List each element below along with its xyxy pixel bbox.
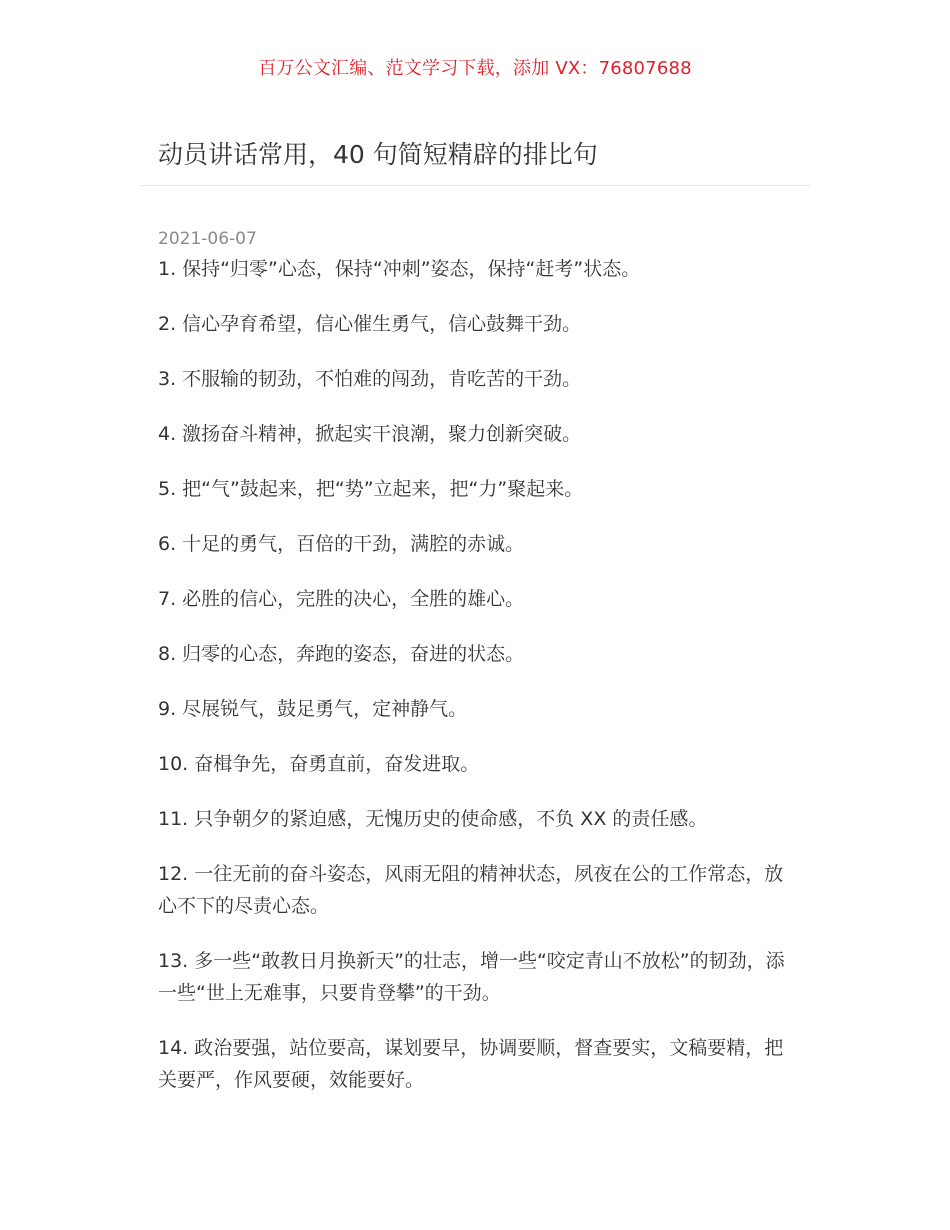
list-item: 2. 信心孕育希望，信心催生勇气，信心鼓舞干劲。 <box>158 313 582 335</box>
list-item: 4. 激扬奋斗精神，掀起实干浪潮，聚力创新突破。 <box>158 423 582 445</box>
list-item: 14. 政治要强，站位要高，谋划要早，协调要顺，督查要实，文稿要精，把关要严，作风要硬，效能要好。 <box>158 1037 784 1091</box>
list-item: 5. 把“气”鼓起来，把“势”立起来，把“力”聚起来。 <box>158 478 584 500</box>
list-item: 13. 多一些“敢教日月换新天”的壮志，增一些“咬定青山不放松”的韧劲，添一些“世上无难事，只要肯登攀”的干劲。 <box>158 950 785 1004</box>
list-item: 12. 一往无前的奋斗姿态，风雨无阻的精神状态，夙夜在公的工作常态，放心不下的尽责心态。 <box>158 863 784 917</box>
publish-date: 2021-06-07 <box>158 229 257 249</box>
title-divider <box>140 185 810 186</box>
list-item: 7. 必胜的信心，完胜的决心，全胜的雄心。 <box>158 588 525 610</box>
article-title: 动员讲话常用，40 句简短精辟的排比句 <box>158 140 598 169</box>
sentence-list <box>158 253 798 1119</box>
list-item: 6. 十足的勇气，百倍的干劲，满腔的赤诚。 <box>158 533 525 555</box>
list-item: 1. 保持“归零”心态，保持“冲刺”姿态，保持“赶考”状态。 <box>158 258 641 280</box>
list-item: 11. 只争朝夕的紧迫感，无愧历史的使命感，不负 XX 的责任感。 <box>158 808 708 830</box>
list-item: 8. 归零的心态，奔跑的姿态，奋进的状态。 <box>158 643 525 665</box>
list-item: 3. 不服输的韧劲，不怕难的闯劲，肯吃苦的干劲。 <box>158 368 582 390</box>
list-item: 10. 奋楫争先，奋勇直前，奋发进取。 <box>158 753 480 775</box>
list-item: 9. 尽展锐气，鼓足勇气，定神静气。 <box>158 698 468 720</box>
watermark-banner: 百万公文汇编、范文学习下载，添加 VX：76807688 <box>258 58 692 79</box>
